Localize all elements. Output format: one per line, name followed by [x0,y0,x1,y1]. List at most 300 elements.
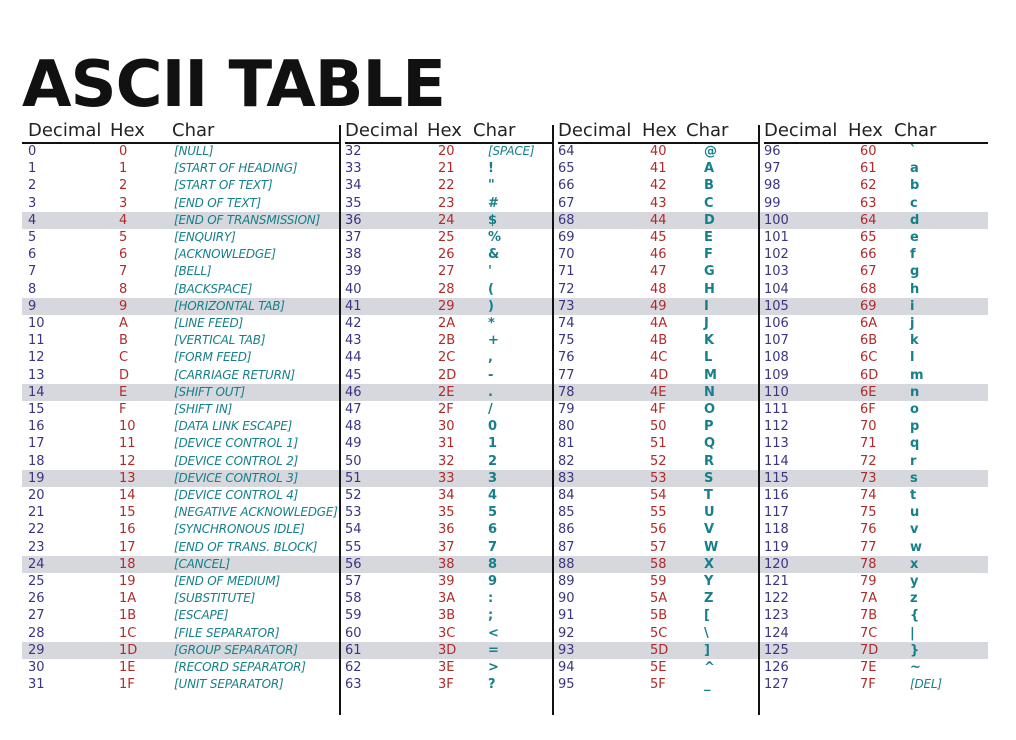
hex-cell: 5D [650,642,669,658]
table-row [345,263,552,280]
char-cell: b [910,178,920,194]
table-row [345,435,552,452]
table-row [345,607,552,624]
decimal-cell: 85 [558,505,575,521]
column-separator [758,125,760,715]
hex-cell: 44 [650,212,667,228]
hex-cell: C [119,350,129,366]
decimal-cell: 38 [345,247,362,263]
hex-cell: 10 [119,419,136,435]
char-cell: $ [488,212,498,228]
table-row [764,418,988,435]
decimal-cell: 108 [764,350,789,366]
decimal-cell: 44 [345,350,362,366]
decimal-cell: 119 [764,539,789,555]
hex-cell: 1E [119,660,136,675]
decimal-cell: 126 [764,660,789,675]
table-row [558,401,758,418]
hex-cell: 49 [650,298,667,314]
char-cell: L [704,350,713,366]
char-cell: [GROUP SEPARATOR] [174,642,298,657]
table-row [764,435,988,452]
decimal-cell: 24 [28,556,45,572]
char-cell: ! [488,161,494,177]
char-cell: & [488,247,500,263]
table-row [764,642,988,659]
char-cell: ) [488,298,494,314]
char-cell: u [910,505,920,521]
hex-cell: 47 [650,264,667,280]
hex-cell: 32 [438,453,455,469]
char-cell: - [488,367,494,383]
table-row [22,659,339,676]
hex-cell: 18 [119,556,136,572]
decimal-cell: 42 [345,316,362,331]
table-row [22,384,339,401]
hex-cell: 14 [119,488,136,503]
table-row [764,521,988,538]
hex-cell: 43 [650,195,667,211]
decimal-cell: 28 [28,625,45,641]
hex-cell: 61 [860,161,877,177]
table-row [764,298,988,315]
decimal-cell: 106 [764,316,789,331]
decimal-cell: 57 [345,574,362,589]
decimal-cell: 43 [345,333,362,349]
table-row [558,487,758,504]
hex-cell: 69 [860,298,877,314]
column-header-decimal: Decimal [764,120,838,141]
char-cell: [DEVICE CONTROL 4] [174,488,299,502]
char-cell: [SHIFT OUT] [174,384,245,399]
hex-cell: 42 [650,178,667,194]
char-cell: o [910,402,919,417]
hex-cell: 3D [438,642,457,658]
hex-cell: 65 [860,230,877,245]
table-row [764,487,988,504]
hex-cell: 74 [860,488,877,503]
char-cell: Z [704,591,714,607]
hex-cell: 22 [438,178,455,194]
char-cell: [RECORD SEPARATOR] [174,660,306,674]
hex-cell: 53 [650,470,667,486]
char-cell: h [910,281,920,297]
char-cell: 3 [488,470,498,486]
column-header-char: Char [686,120,729,141]
char-cell: t [910,488,917,503]
decimal-cell: 75 [558,333,575,349]
column-header-hex: Hex [427,120,462,141]
table-row [345,521,552,538]
table-row [558,521,758,538]
table-row [22,349,339,366]
table-row [558,435,758,452]
table-row [22,229,339,246]
decimal-cell: 46 [345,384,362,400]
table-row [345,556,552,573]
char-cell: ` [910,144,917,159]
char-cell: [SHIFT IN] [174,402,233,416]
decimal-cell: 91 [558,608,575,624]
char-cell: [DEVICE CONTROL 2] [174,453,299,468]
table-row [22,642,339,659]
char-cell: e [910,230,919,245]
table-row [764,315,988,332]
char-cell: d [910,212,920,228]
table-row [558,263,758,280]
char-cell: ~ [910,660,921,675]
table-row [558,573,758,590]
table-row [558,367,758,384]
hex-cell: 76 [860,522,877,538]
table-row [764,195,988,212]
column-header-char: Char [894,120,937,141]
decimal-cell: 109 [764,367,789,383]
char-cell: j [910,316,915,331]
hex-cell: 3E [438,660,455,675]
table-row [345,487,552,504]
char-cell: Q [704,436,716,452]
char-cell: G [704,264,715,280]
decimal-cell: 37 [345,230,362,245]
hex-cell: 51 [650,436,667,452]
table-row [558,470,758,487]
hex-cell: 77 [860,539,877,555]
table-row [764,332,988,349]
decimal-cell: 23 [28,539,45,555]
table-row [558,418,758,435]
table-row [764,143,988,160]
decimal-cell: 113 [764,436,789,452]
table-row [22,401,339,418]
hex-cell: 40 [650,144,667,159]
table-row [558,177,758,194]
decimal-cell: 92 [558,625,575,641]
char-cell: D [704,212,715,228]
decimal-cell: 114 [764,453,789,469]
char-cell: S [704,470,714,486]
hex-cell: 25 [438,230,455,245]
table-row [558,298,758,315]
char-cell: 2 [488,453,498,469]
decimal-cell: 29 [28,642,45,658]
hex-cell: 7B [860,608,878,624]
char-cell: } [910,642,920,658]
decimal-cell: 115 [764,470,789,486]
decimal-cell: 68 [558,212,575,228]
hex-cell: 28 [438,281,455,297]
char-cell: [START OF TEXT] [174,178,273,193]
decimal-cell: 90 [558,591,575,607]
table-row [558,315,758,332]
char-cell: l [910,350,915,366]
table-row [764,504,988,521]
column-header-decimal: Decimal [558,120,632,141]
hex-cell: 50 [650,419,667,435]
char-cell: [HORIZONTAL TAB] [174,298,285,313]
table-row [345,212,552,229]
hex-cell: 1F [119,677,135,693]
table-row [22,143,339,160]
char-cell: x [910,556,919,572]
table-row [764,349,988,366]
table-row [22,315,339,332]
table-row [764,246,988,263]
decimal-cell: 32 [345,144,362,159]
hex-cell: 7C [860,625,878,641]
char-cell: V [704,522,715,538]
char-cell: ' [488,264,492,280]
char-cell: K [704,333,715,349]
char-cell: # [488,195,499,211]
char-cell: { [910,608,920,624]
char-cell: " [488,178,495,194]
decimal-cell: 64 [558,144,575,159]
table-row [345,676,552,693]
table-row [558,453,758,470]
table-row [558,625,758,642]
char-cell: 0 [488,419,498,435]
char-cell: [END OF TEXT] [174,195,262,210]
decimal-cell: 21 [28,505,45,521]
hex-cell: 79 [860,574,877,589]
table-row [558,556,758,573]
hex-cell: 9 [119,298,128,314]
hex-cell: 6B [860,333,878,349]
decimal-cell: 55 [345,539,362,555]
decimal-cell: 66 [558,178,575,194]
decimal-cell: 74 [558,316,575,331]
hex-cell: 5 [119,230,128,245]
decimal-cell: 103 [764,264,789,280]
hex-cell: 64 [860,212,877,228]
hex-cell: 2F [438,402,454,417]
char-cell: E [704,230,713,245]
table-row [558,504,758,521]
decimal-cell: 97 [764,161,781,177]
hex-cell: 7E [860,660,877,675]
table-row [764,453,988,470]
char-cell: @ [704,144,717,159]
char-cell: [CANCEL] [174,556,230,571]
decimal-cell: 6 [28,247,37,263]
char-cell: C [704,195,714,211]
hex-cell: D [119,367,130,383]
table-row [345,470,552,487]
char-cell: 9 [488,574,498,589]
char-cell: \ [704,625,709,641]
decimal-cell: 104 [764,281,789,297]
hex-cell: 3 [119,195,128,211]
hex-cell: 62 [860,178,877,194]
column-header-decimal: Decimal [28,120,102,141]
char-cell: / [488,402,493,417]
hex-cell: 15 [119,505,136,521]
decimal-cell: 60 [345,625,362,641]
hex-cell: 34 [438,488,455,503]
decimal-cell: 117 [764,505,789,521]
hex-cell: 5F [650,677,666,693]
decimal-cell: 76 [558,350,575,366]
decimal-cell: 56 [345,556,362,572]
char-cell: 4 [488,488,498,503]
decimal-cell: 77 [558,367,575,383]
hex-cell: 2E [438,384,455,400]
hex-cell: 4E [650,384,667,400]
char-cell: 8 [488,556,498,572]
char-cell: [DEVICE CONTROL 3] [174,470,299,485]
char-cell: [UNIT SEPARATOR] [174,677,284,692]
table-row [345,590,552,607]
table-row [558,349,758,366]
hex-cell: 37 [438,539,455,555]
table-row [345,573,552,590]
char-cell: T [704,488,713,503]
hex-cell: 55 [650,505,667,521]
table-row [764,263,988,280]
hex-cell: 11 [119,436,136,452]
hex-cell: 70 [860,419,877,435]
hex-cell: 4F [650,402,666,417]
hex-cell: 2A [438,316,456,331]
table-row [764,573,988,590]
char-cell: [START OF HEADING] [174,161,298,176]
table-row [345,504,552,521]
decimal-cell: 17 [28,436,45,452]
decimal-cell: 88 [558,556,575,572]
char-cell: [SYNCHRONOUS IDLE] [174,522,305,537]
table-row [22,521,339,538]
char-cell: f [910,247,916,263]
decimal-cell: 16 [28,419,45,435]
decimal-cell: 70 [558,247,575,263]
char-cell: + [488,333,499,349]
table-row [558,332,758,349]
decimal-cell: 111 [764,402,789,417]
hex-cell: 8 [119,281,128,297]
column-header-char: Char [473,120,516,141]
hex-cell: 12 [119,453,136,469]
char-cell: [END OF MEDIUM] [174,574,280,588]
table-row [22,676,339,693]
char-cell: r [910,453,917,469]
decimal-cell: 19 [28,470,45,486]
hex-cell: 23 [438,195,455,211]
hex-cell: 1B [119,608,137,624]
char-cell: A [704,161,715,177]
hex-cell: 2 [119,178,128,194]
table-row [22,453,339,470]
char-cell: Y [704,574,714,589]
decimal-cell: 93 [558,642,575,658]
char-cell: , [488,350,493,366]
char-cell: N [704,384,715,400]
table-row [345,229,552,246]
decimal-cell: 0 [28,144,37,159]
table-row [345,315,552,332]
char-cell: > [488,660,499,675]
char-cell: p [910,419,920,435]
hex-cell: 5B [650,608,668,624]
table-row [22,298,339,315]
decimal-cell: 59 [345,608,362,624]
hex-cell: 6C [860,350,878,366]
hex-cell: 7A [860,591,878,607]
decimal-cell: 48 [345,419,362,435]
char-cell: = [488,642,499,658]
table-row [22,418,339,435]
hex-cell: 5C [650,625,668,641]
hex-cell: 36 [438,522,455,538]
hex-cell: 17 [119,539,136,555]
table-row [764,556,988,573]
decimal-cell: 11 [28,333,45,349]
decimal-cell: 99 [764,195,781,211]
table-row [22,195,339,212]
char-cell: [CARRIAGE RETURN] [174,367,296,382]
hex-cell: 1D [119,642,138,658]
decimal-cell: 25 [28,574,45,589]
decimal-cell: 12 [28,350,45,366]
char-cell: 5 [488,505,498,521]
hex-cell: 41 [650,161,667,177]
hex-cell: 2D [438,367,457,383]
char-cell: 1 [488,436,498,452]
decimal-cell: 102 [764,247,789,263]
decimal-cell: 87 [558,539,575,555]
decimal-cell: 118 [764,522,789,538]
decimal-cell: 83 [558,470,575,486]
hex-cell: 3F [438,677,454,693]
hex-cell: 4D [650,367,669,383]
hex-cell: 31 [438,436,455,452]
decimal-cell: 30 [28,660,45,675]
table-row [764,607,988,624]
table-row [558,676,758,693]
hex-cell: 4A [650,316,668,331]
char-cell: z [910,591,918,607]
decimal-cell: 61 [345,642,362,658]
char-cell: a [910,161,919,177]
decimal-cell: 124 [764,625,789,641]
char-cell: _ [704,677,711,693]
char-cell: I [704,298,709,314]
char-cell: [BACKSPACE] [174,281,253,296]
table-row [558,246,758,263]
table-row [764,229,988,246]
decimal-cell: 22 [28,522,45,538]
decimal-cell: 71 [558,264,575,280]
hex-cell: 1C [119,625,137,641]
decimal-cell: 120 [764,556,789,572]
decimal-cell: 127 [764,677,789,693]
table-row [764,625,988,642]
decimal-cell: 116 [764,488,789,503]
hex-cell: 1A [119,591,137,607]
char-cell: [ESCAPE] [174,608,229,623]
decimal-cell: 4 [28,212,37,228]
decimal-cell: 82 [558,453,575,469]
table-row [22,160,339,177]
hex-cell: 3A [438,591,456,607]
char-cell: [LINE FEED] [174,316,244,330]
char-cell: U [704,505,715,521]
decimal-cell: 39 [345,264,362,280]
hex-cell: 39 [438,574,455,589]
decimal-cell: 31 [28,677,45,693]
char-cell: O [704,402,716,417]
hex-cell: 60 [860,144,877,159]
